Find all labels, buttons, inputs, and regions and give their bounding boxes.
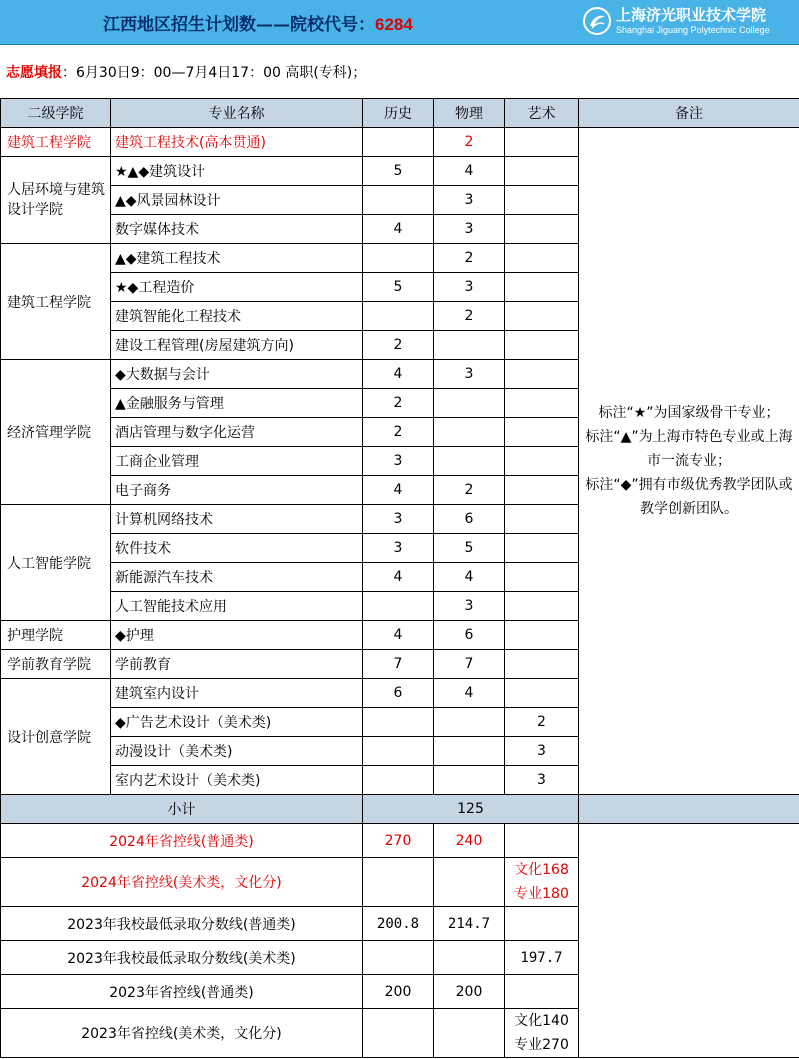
score-art [505, 1009, 579, 1058]
major-cell: 计算机网络技术 [111, 505, 363, 534]
college-name-en: Shanghai Jiguang Polytechnic College [616, 25, 770, 35]
score-history: 200.8 [363, 907, 434, 941]
major-cell: 数字媒体技术 [111, 215, 363, 244]
major-cell: ▲金融服务与管理 [111, 389, 363, 418]
physics-cell: 4 [434, 157, 505, 186]
score-physics [434, 941, 505, 975]
art-cell [505, 505, 579, 534]
score-physics: 200 [434, 975, 505, 1009]
score-physics [434, 1009, 505, 1058]
score-label: 2023年我校最低录取分数线(普通类) [1, 907, 363, 941]
history-cell: 4 [363, 621, 434, 650]
physics-cell: 5 [434, 534, 505, 563]
history-cell: 3 [363, 534, 434, 563]
college-cell: 建筑工程学院 [1, 244, 111, 360]
history-cell [363, 186, 434, 215]
application-period-text: ：6月30日9：00—7月4日17：00 高职(专科)； [62, 65, 367, 81]
page-title: 江西地区招生计划数——院校代号：6284 [103, 15, 413, 35]
physics-cell: 3 [434, 360, 505, 389]
physics-cell [434, 447, 505, 476]
college-cell: 人居环境与建筑设计学院 [1, 157, 111, 244]
college-cell: 人工智能学院 [1, 505, 111, 621]
art-cell [505, 215, 579, 244]
art-cell [505, 244, 579, 273]
art-cell [505, 592, 579, 621]
score-art-culture: 文化140 [514, 1013, 569, 1029]
art-cell: 3 [505, 766, 579, 795]
score-art [505, 907, 579, 941]
subtotal-label: 小计 [1, 795, 363, 824]
physics-cell: 2 [434, 244, 505, 273]
physics-cell: 4 [434, 563, 505, 592]
art-cell [505, 418, 579, 447]
score-physics: 240 [434, 824, 505, 858]
physics-cell [434, 418, 505, 447]
college-cell: 建筑工程学院 [1, 128, 111, 157]
header-major: 专业名称 [111, 99, 363, 128]
art-cell [505, 389, 579, 418]
score-art: 197.7 [505, 941, 579, 975]
score-notes-blank [579, 824, 799, 1058]
physics-cell: 7 [434, 650, 505, 679]
history-cell: 3 [363, 505, 434, 534]
physics-cell: 3 [434, 273, 505, 302]
history-cell [363, 737, 434, 766]
major-cell: 人工智能技术应用 [111, 592, 363, 621]
history-cell [363, 592, 434, 621]
score-art [505, 858, 579, 907]
college-cell: 护理学院 [1, 621, 111, 650]
score-label: 2023年省控线(普通类) [1, 975, 363, 1009]
major-cell: ◆护理 [111, 621, 363, 650]
art-cell [505, 447, 579, 476]
institution-code: 6284 [375, 15, 413, 34]
score-art-major: 专业270 [514, 1037, 569, 1053]
note-star: 标注“★”为国家级骨干专业； [598, 405, 780, 421]
art-cell [505, 128, 579, 157]
history-cell [363, 302, 434, 331]
score-history [363, 858, 434, 907]
physics-cell: 6 [434, 621, 505, 650]
art-cell [505, 679, 579, 708]
score-row [1, 824, 799, 858]
art-cell [505, 563, 579, 592]
art-cell [505, 650, 579, 679]
application-period [6, 62, 366, 82]
major-cell: 新能源汽车技术 [111, 563, 363, 592]
physics-cell: 2 [434, 128, 505, 157]
art-cell: 2 [505, 708, 579, 737]
header-college: 二级学院 [1, 99, 111, 128]
physics-cell: 2 [434, 302, 505, 331]
art-cell [505, 302, 579, 331]
art-cell [505, 331, 579, 360]
score-art-culture: 文化168 [514, 862, 569, 878]
history-cell: 4 [363, 360, 434, 389]
score-art [505, 975, 579, 1009]
major-cell: ▲◆风景园林设计 [111, 186, 363, 215]
score-physics: 214.7 [434, 907, 505, 941]
table-header-row [1, 99, 799, 128]
physics-cell [434, 766, 505, 795]
college-logo-icon [582, 6, 612, 36]
art-cell [505, 534, 579, 563]
history-cell: 5 [363, 273, 434, 302]
college-cell: 经济管理学院 [1, 360, 111, 505]
score-history: 270 [363, 824, 434, 858]
major-cell: 工商企业管理 [111, 447, 363, 476]
header-notes: 备注 [579, 99, 799, 128]
header-art: 艺术 [505, 99, 579, 128]
history-cell: 4 [363, 563, 434, 592]
history-cell: 3 [363, 447, 434, 476]
physics-cell [434, 331, 505, 360]
physics-cell: 3 [434, 592, 505, 621]
college-name-cn: 上海济光职业技术学院 [616, 6, 767, 24]
header-physics: 物理 [434, 99, 505, 128]
college-cell: 学前教育学院 [1, 650, 111, 679]
major-cell: 软件技术 [111, 534, 363, 563]
history-cell [363, 766, 434, 795]
major-cell: 建筑工程技术(高本贯通) [111, 128, 363, 157]
art-cell: 3 [505, 737, 579, 766]
notes-cell [579, 128, 799, 795]
history-cell [363, 128, 434, 157]
note-triangle: 标注“▲”为上海市特色专业或上海市一流专业； [585, 429, 793, 469]
history-cell: 2 [363, 331, 434, 360]
art-cell [505, 157, 579, 186]
score-label: 2024年省控线(普通类) [1, 824, 363, 858]
major-cell: ◆大数据与会计 [111, 360, 363, 389]
history-cell [363, 244, 434, 273]
page-header [0, 0, 799, 45]
history-cell: 6 [363, 679, 434, 708]
history-cell: 2 [363, 418, 434, 447]
subtotal-row [1, 795, 799, 824]
major-cell: 学前教育 [111, 650, 363, 679]
score-history [363, 941, 434, 975]
major-cell: 酒店管理与数字化运营 [111, 418, 363, 447]
history-cell: 5 [363, 157, 434, 186]
major-cell: 建设工程管理(房屋建筑方向) [111, 331, 363, 360]
art-cell [505, 621, 579, 650]
major-cell: ▲◆建筑工程技术 [111, 244, 363, 273]
score-history [363, 1009, 434, 1058]
major-cell: 建筑智能化工程技术 [111, 302, 363, 331]
history-cell [363, 708, 434, 737]
art-cell [505, 360, 579, 389]
art-cell [505, 186, 579, 215]
physics-cell [434, 708, 505, 737]
art-cell [505, 273, 579, 302]
physics-cell [434, 389, 505, 418]
subtotal-blank [579, 795, 799, 824]
major-cell: ◆广告艺术设计（美术类) [111, 708, 363, 737]
physics-cell: 6 [434, 505, 505, 534]
major-cell: 室内艺术设计（美术类) [111, 766, 363, 795]
score-physics [434, 858, 505, 907]
subtotal-value: 125 [363, 795, 579, 824]
physics-cell [434, 737, 505, 766]
history-cell: 7 [363, 650, 434, 679]
major-cell: 动漫设计（美术类) [111, 737, 363, 766]
major-cell: ★◆工程造价 [111, 273, 363, 302]
score-label: 2024年省控线(美术类，文化分) [1, 858, 363, 907]
college-cell: 设计创意学院 [1, 679, 111, 795]
note-diamond: 标注“◆”拥有市级优秀教学团队或教学创新团队。 [585, 477, 793, 517]
history-cell: 4 [363, 476, 434, 505]
application-period-label: 志愿填报 [6, 65, 62, 81]
header-history: 历史 [363, 99, 434, 128]
score-history: 200 [363, 975, 434, 1009]
major-cell: 电子商务 [111, 476, 363, 505]
physics-cell: 3 [434, 186, 505, 215]
table-row [1, 128, 799, 157]
score-label: 2023年我校最低录取分数线(美术类) [1, 941, 363, 975]
history-cell: 2 [363, 389, 434, 418]
major-cell: ★▲◆建筑设计 [111, 157, 363, 186]
physics-cell: 2 [434, 476, 505, 505]
score-label: 2023年省控线(美术类，文化分) [1, 1009, 363, 1058]
history-cell: 4 [363, 215, 434, 244]
major-cell: 建筑室内设计 [111, 679, 363, 708]
physics-cell: 4 [434, 679, 505, 708]
score-art-major: 专业180 [514, 886, 569, 902]
score-art [505, 824, 579, 858]
art-cell [505, 476, 579, 505]
physics-cell: 3 [434, 215, 505, 244]
enrollment-plan-table [0, 98, 799, 1058]
